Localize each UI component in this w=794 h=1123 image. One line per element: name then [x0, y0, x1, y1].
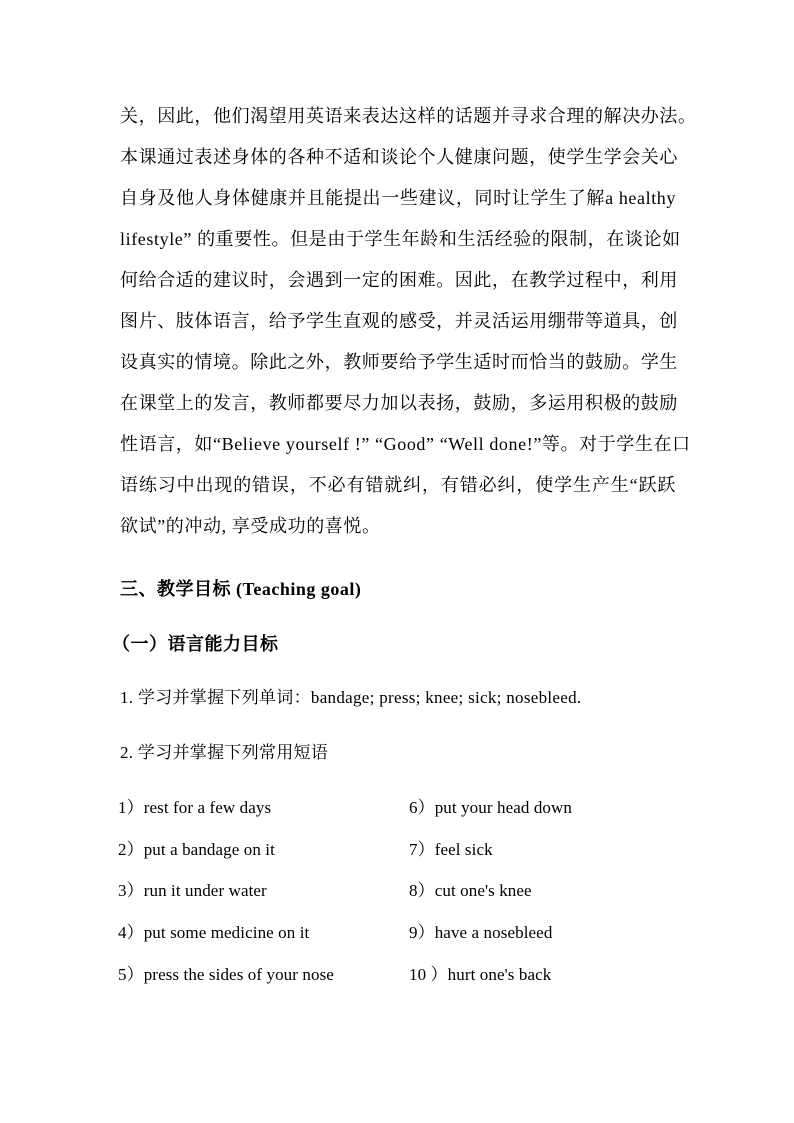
paragraph-line: 关，因此，他们渴望用英语来表达这样的话题并寻求合理的解决办法。 [120, 106, 697, 126]
phrase-number: 3） [118, 881, 144, 901]
phrase-item [118, 795, 334, 837]
phrase-text: cut one's knee [434, 881, 532, 901]
phrase-number: 6） [409, 798, 435, 817]
phrase-text: run it under water [143, 881, 267, 901]
paragraph-line: 在课堂上的发言，教师都要尽力加以表扬，鼓励，多运用积极的鼓励 [120, 393, 678, 413]
phrase-text: put your head down [434, 798, 573, 817]
phrase-number: 4） [118, 923, 144, 943]
phrase-number: 8） [409, 881, 435, 901]
phrase-text: press the sides of your nose [143, 964, 334, 984]
phrase-number: 7） [409, 839, 435, 859]
phrase-item [409, 878, 572, 920]
paragraph-line: 本课通过表述身体的各种不适和谈论个人健康问题，使学生学会关心 [120, 147, 678, 167]
paragraph-line: 设真实的情境。除此之外，教师要给予学生适时而恰当的鼓励。学生 [120, 352, 678, 372]
subsection-heading: （一）语言能力目标 [112, 634, 279, 654]
phrase-number: 2） [118, 839, 144, 859]
vocabulary-item: 1. 学习并掌握下列单词：bandage; press; knee; sick; nosebleed. [120, 688, 582, 707]
phrase-item [118, 878, 334, 920]
section-heading: 三、教学目标 (Teaching goal) [120, 579, 362, 599]
phrase-number: 1） [118, 798, 144, 817]
body-paragraph [120, 96, 697, 547]
phrase-text: hurt one's back [447, 964, 552, 984]
paragraph-line: 何给合适的建议时，会遇到一定的困难。因此，在教学过程中，利用 [120, 270, 678, 290]
phrase-item [118, 962, 334, 1004]
paragraph-line: 欲试”的冲动, 享受成功的喜悦。 [120, 516, 381, 536]
paragraph-line: 语练习中出现的错误，不必有错就纠，有错必纠，使学生产生“跃跃 [120, 475, 676, 495]
phrase-text: put a bandage on it [143, 839, 275, 859]
phrase-text: put some medicine on it [143, 923, 310, 943]
paragraph-line: 图片、肢体语言，给予学生直观的感受，并灵活运用绷带等道具，创 [120, 311, 678, 331]
paragraph-line: 性语言，如“Believe yourself !” “Good” “Well done!”等。对于学生在口 [120, 434, 691, 454]
phrase-number: 10 ） [409, 964, 448, 984]
paragraph-line: lifestyle” 的重要性。但是由于学生年龄和生活经验的限制，在谈论如 [120, 229, 681, 249]
paragraph-line: 自身及他人身体健康并且能提出一些建议，同时让学生了解a healthy [120, 188, 676, 208]
phrase-item [409, 962, 572, 1004]
phrase-text: feel sick [434, 839, 493, 859]
phrase-number: 5） [118, 964, 144, 984]
phrase-list-right [409, 795, 572, 1003]
phrase-item [409, 837, 572, 879]
phrase-item [118, 920, 334, 962]
phrases-item: 2. 学习并掌握下列常用短语 [120, 743, 329, 762]
phrase-list-left [118, 795, 334, 1003]
phrase-text: rest for a few days [143, 798, 272, 817]
phrase-item [409, 920, 572, 962]
phrase-text: have a nosebleed [434, 923, 553, 943]
phrase-item [409, 795, 572, 837]
phrase-item [118, 837, 334, 879]
phrase-number: 9） [409, 923, 435, 943]
